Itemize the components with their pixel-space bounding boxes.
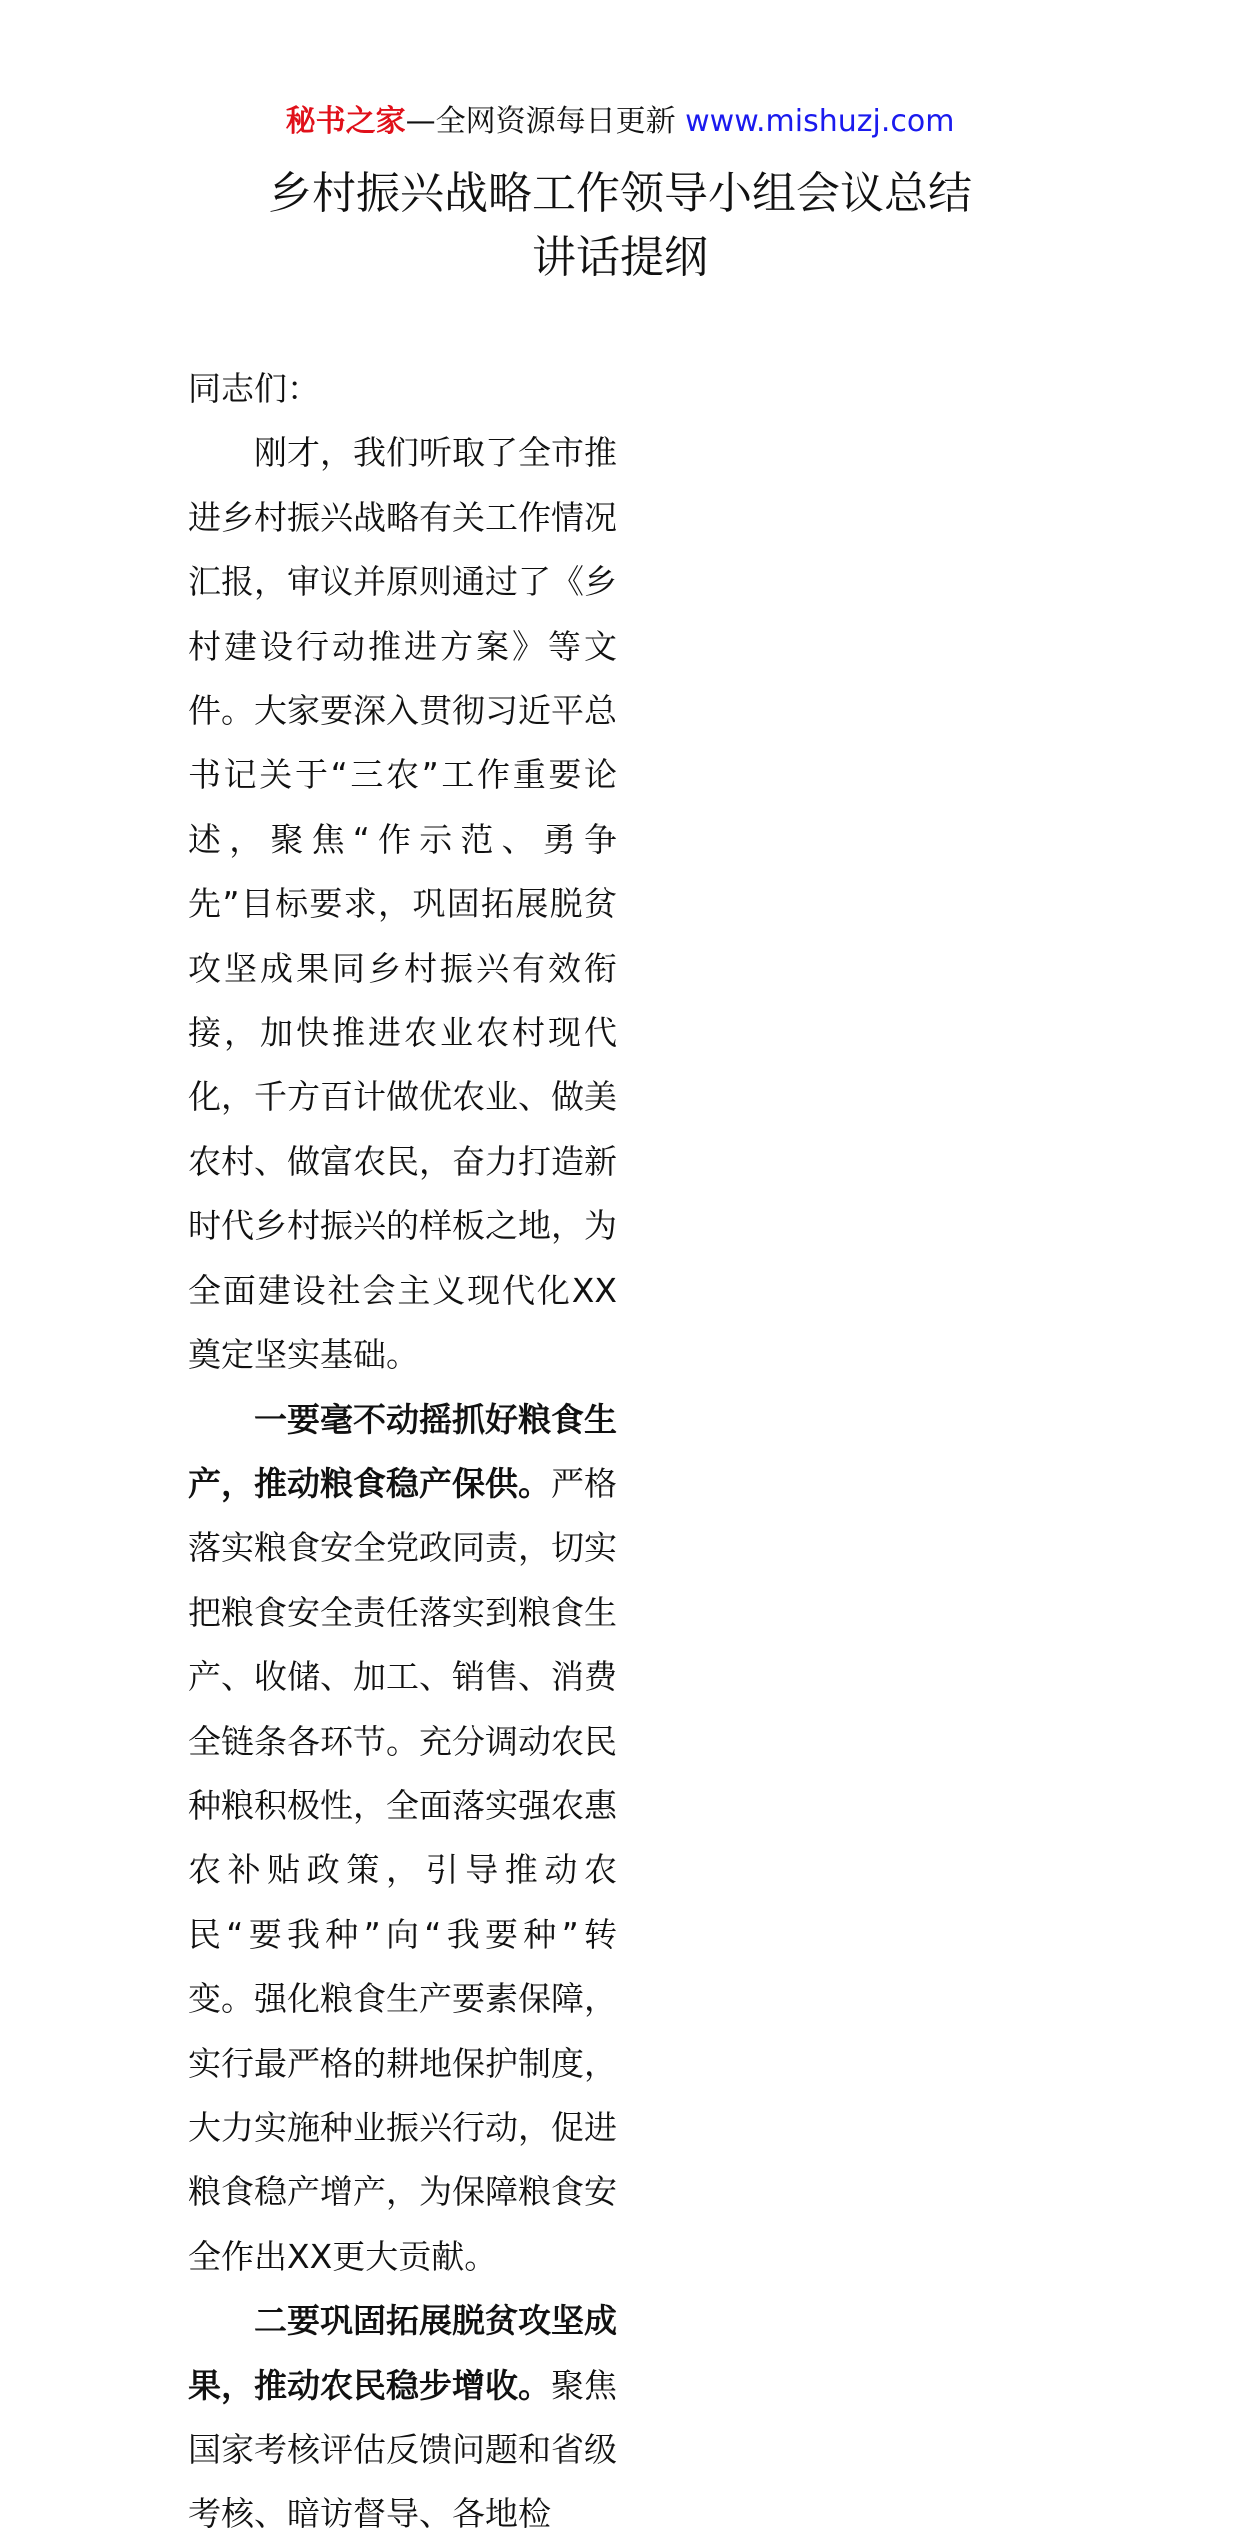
site-brand-name: 秘书之家 [285, 104, 406, 139]
paragraph-point-1-lead: 一要毫不动摇抓好粮食生产，推动粮食稳产保供。 [188, 1399, 617, 1503]
paragraph-point-2 [188, 2289, 617, 2547]
paragraph-point-2-text: 聚焦国家考核评估反馈问题和省级考核、暗访督导、各地检 [188, 2365, 617, 2534]
document-title-line-1: 乡村振兴战略工作领导小组会议总结 [268, 168, 972, 219]
document-title [0, 162, 1240, 290]
site-url-link[interactable]: www.mishuzj.com [685, 104, 955, 139]
paragraph-point-2-lead: 二要巩固拓展脱贫攻坚成果，推动农民稳步增收。 [188, 2301, 617, 2405]
paragraph-intro [188, 421, 617, 1387]
site-slogan: —全网资源每日更新 [405, 104, 686, 139]
paragraph-intro-text: 刚才，我们听取了全市推进乡村振兴战略有关工作情况汇报，审议并原则通过了《乡村建设行动推进方案》等文件。大家要深入贯彻习近平总书记关于“三农”工作重要论述，聚焦“作示范、勇争先”目标要求，巩固拓展脱贫攻坚成果同乡村振兴有效衔接，加快推进农业农村现代化，千方百计做优农业、做美农村、做富农民，奋力打造新时代乡村振兴的样板之地，为全面建设社会主义现代化XX奠定坚实基础。 [188, 433, 617, 1375]
paragraph-point-1 [188, 1388, 617, 2290]
document-body [188, 357, 1059, 2547]
paragraph-point-1-text: 严格落实粮食安全党政同责，切实把粮食安全责任落实到粮食生产、收储、加工、销售、消费全链条各环节。充分调动农民种粮积极性，全面落实强农惠农补贴政策，引导推动农民“要我种”向“我要种”转变。强化粮食生产要素保障，实行最严格的耕地保护制度，大力实施种业振兴行动，促进粮食稳产增产，为保障粮食安全作出XX更大贡献。 [188, 1463, 617, 2276]
site-header-banner [0, 100, 1240, 144]
document-title-line-2: 讲话提纲 [532, 232, 708, 283]
salutation: 同志们： [188, 369, 320, 408]
